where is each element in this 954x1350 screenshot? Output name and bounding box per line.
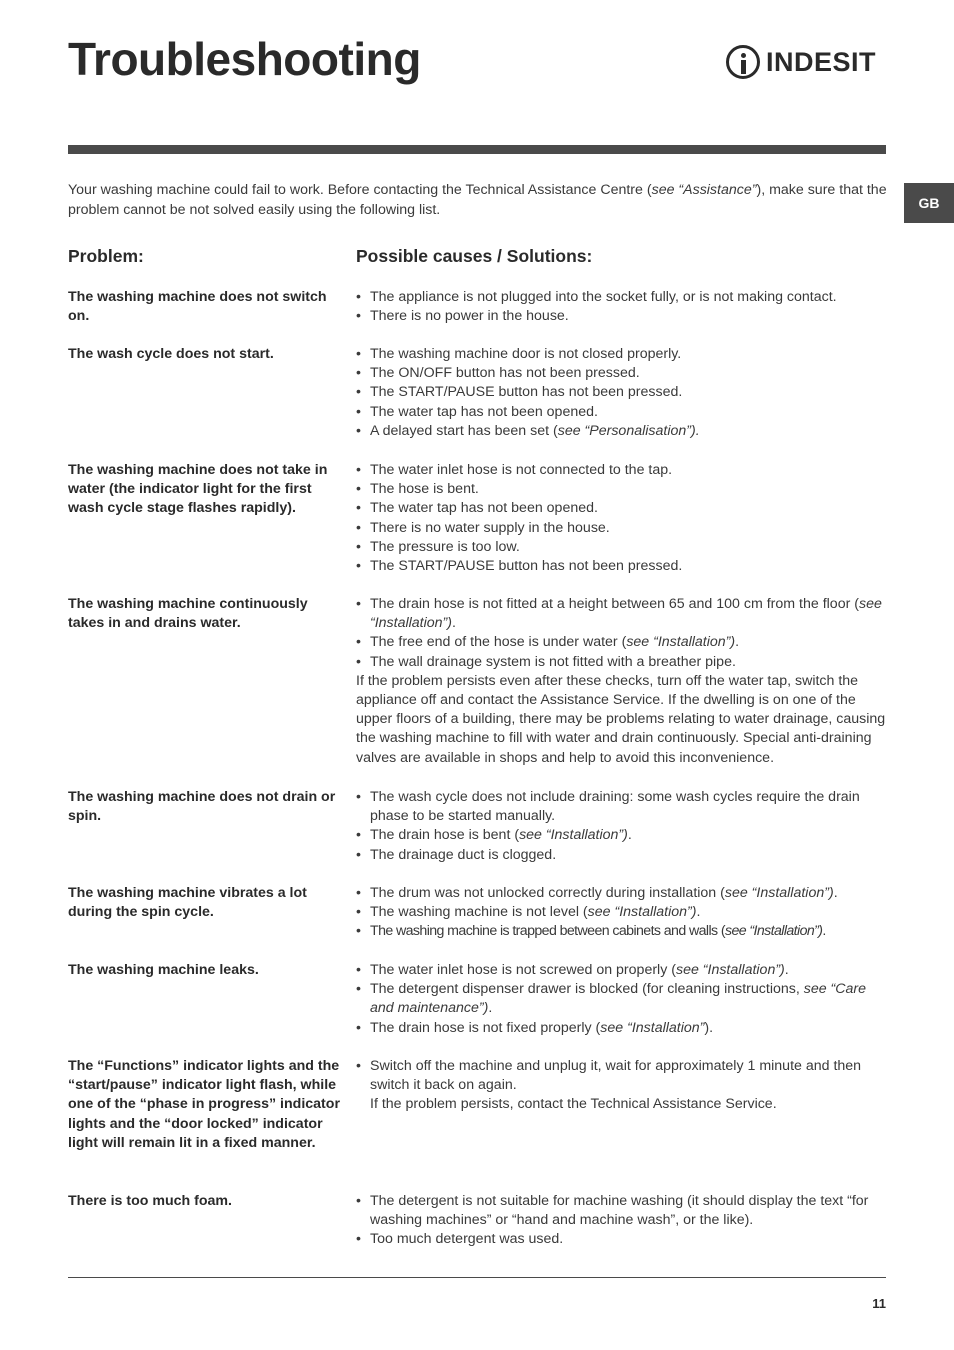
problem-text: The washing machine does not drain or spin. [68,789,336,825]
solution-item: • The wall drainage system is not fitted with a breather pipe. [356,653,888,672]
solution-item: • The pressure is too low. [356,538,888,557]
brand-name: INDESIT [766,46,877,77]
solution-item: • The washing machine door is not closed properly. [356,345,888,364]
solutions-list [356,461,888,576]
problem-text: There is too much foam. [68,1193,232,1209]
solution-item: • The washing machine is trapped between cabinets and walls (see “Installation”). [356,922,888,941]
solution-item: • A delayed start has been set (see “Personalisation”). [356,422,888,441]
solution-item: • The washing machine is not level (see “Installation”). [356,903,888,922]
solution-item: • The appliance is not plugged into the socket fully, or is not making contact. [356,288,888,307]
solution-note: If the problem persists even after these checks, turn off the water tap, switch the appliance off and contact the Assistance Service. If the dwelling is on one of the upper floors of a building, there may be problems relating to water drainage, causing the washing machine to fill with water and drain continuously. Special anti-draining valves are available in shops and help to avoid this inconvenience. [356,672,886,766]
indesit-logo [726,40,886,84]
solution-item: • There is no water supply in the house. [356,519,888,538]
solutions-column-header: Possible causes / Solutions: [356,246,593,266]
solution-item: • Too much detergent was used. [356,1230,888,1249]
page-number: 11 [872,1296,886,1311]
solution-item: • The drum was not unlocked correctly during installation (see “Installation”). [356,884,888,903]
solution-item: • The water inlet hose is not screwed on properly (see “Installation”). [356,961,888,980]
header-rule [68,145,886,154]
solution-item: • The water tap has not been opened. [356,499,888,518]
solution-item: • The water inlet hose is not connected to the tap. [356,461,888,480]
problem-text: The wash cycle does not start. [68,346,274,362]
solution-item: • There is no power in the house. [356,307,888,326]
intro-paragraph [68,180,888,220]
solution-item: • The drain hose is not fitted at a height between 65 and 100 cm from the floor (see “Installation”). [356,595,888,633]
solution-item: • The START/PAUSE button has not been pressed. [356,557,888,576]
problem-text: The washing machine does not take in water (the indicator light for the first wash cycle stage flashes rapidly). [68,462,328,517]
problem-column-header: Problem: [68,246,144,266]
solutions-list [356,1057,888,1115]
solution-item: • The water tap has not been opened. [356,403,888,422]
solutions-list [356,345,888,441]
solution-item: • The drain hose is bent (see “Installation”). [356,826,888,845]
indesit-logo-mark-icon [726,45,760,79]
solution-note: If the problem persists, contact the Technical Assistance Service. [370,1096,777,1113]
solution-item: • The drainage duct is clogged. [356,846,888,865]
intro-reference: see “Assistance” [651,182,757,198]
problem-text: The washing machine leaks. [68,962,259,978]
problem-text: The washing machine continuously takes in and drains water. [68,596,308,632]
solution-item: • The START/PAUSE button has not been pressed. [356,383,888,402]
solutions-list [356,961,888,1038]
solution-item: • The detergent dispenser drawer is blocked (for cleaning instructions, see “Care and maintenance”). [356,980,888,1018]
solutions-list [356,1192,888,1250]
solution-item: • The hose is bent. [356,480,888,499]
footer-rule [68,1277,886,1278]
solution-item: • The detergent is not suitable for machine washing (it should display the text “for washing machines” or “hand and machine wash”, or the like). [356,1192,888,1230]
solutions-list [356,884,888,942]
language-tab: GB [904,183,954,223]
page-title: Troubleshooting [68,33,421,85]
solutions-list [356,788,888,865]
problem-text: The washing machine vibrates a lot during the spin cycle. [68,885,307,921]
solution-item: • The ON/OFF button has not been pressed. [356,364,888,383]
intro-text-start: Your washing machine could fail to work. Before contacting the Technical Assistance Centre ( [68,182,652,198]
solutions-list [356,288,888,326]
solution-item: • Switch off the machine and unplug it, wait for approximately 1 minute and then switch it back on again. [356,1057,888,1095]
problem-text: The “Functions” indicator lights and the “start/pause” indicator light flash, while one of the “phase in progress” indicator lights and the “door locked” indicator light will remain lit in a fixed manner. [68,1058,340,1151]
solutions-list [356,595,888,768]
intro-text-end: ), make sure that the problem cannot be not solved easily using the following list. [68,182,887,218]
solution-item: • The free end of the hose is under water (see “Installation”). [356,633,888,652]
solution-item: • The drain hose is not fixed properly (see “Installation”). [356,1019,888,1038]
solution-item: • The wash cycle does not include draining: some wash cycles require the drain phase to be started manually. [356,788,888,826]
problem-text: The washing machine does not switch on. [68,289,327,325]
